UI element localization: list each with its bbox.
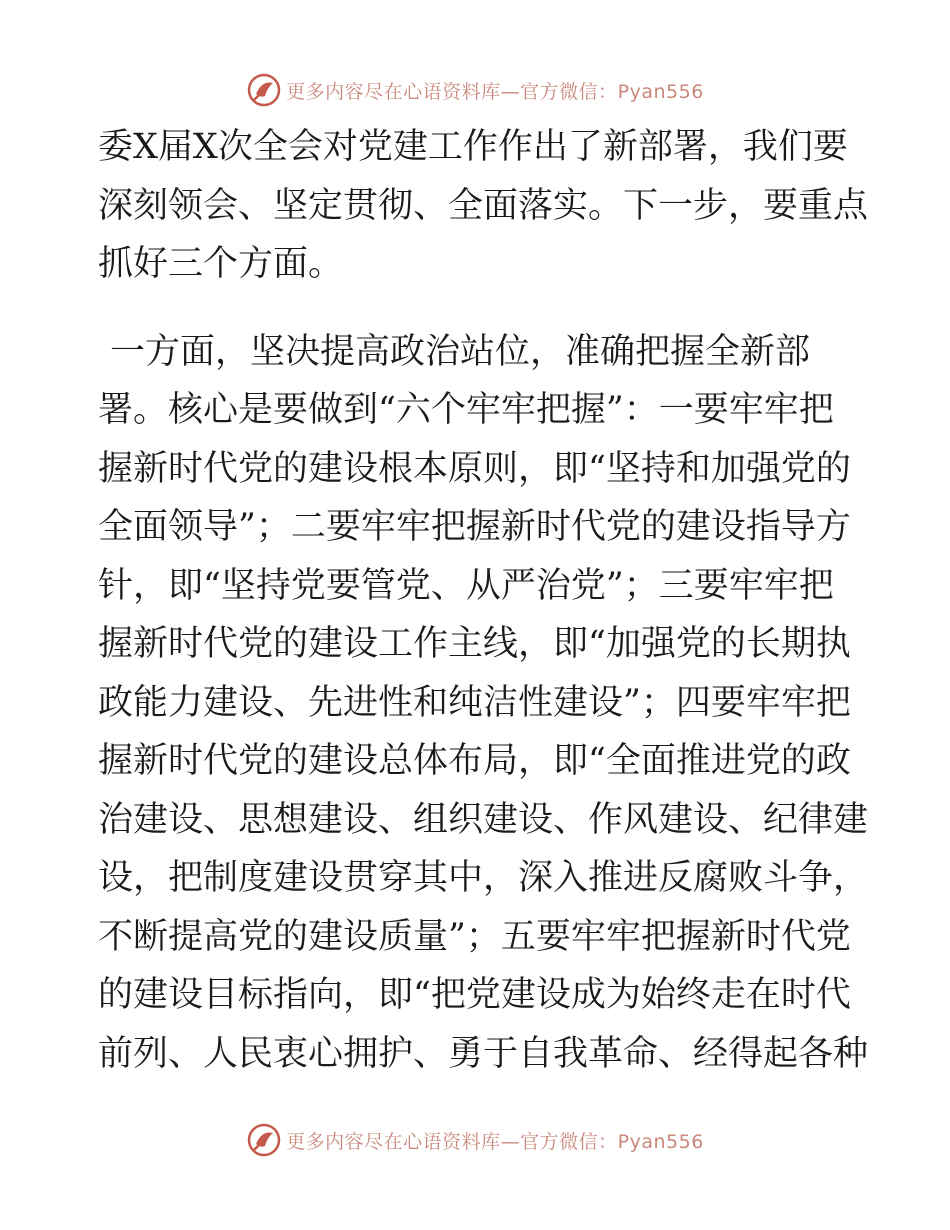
text-line: 设，把制度建设贯穿其中，深入推进反腐败斗争，: [98, 858, 869, 898]
footer-banner: [0, 1118, 950, 1162]
text-line: 握新时代党的建设工作主线，即“加强党的长期执: [98, 624, 851, 664]
footer-text: 更多内容尽在心语资料库—官方微信：Pyan556: [286, 1130, 704, 1153]
text-line: 署。核心是要做到“六个牢牢把握”：一要牢牢把: [98, 390, 834, 430]
seal-logo-icon: [246, 1122, 282, 1158]
text-line: 治建设、思想建设、组织建设、作风建设、纪律建: [98, 799, 869, 840]
text-line: 握新时代党的建设根本原则，即“坚持和加强党的: [98, 448, 851, 489]
text-line: 的建设目标指向，即“把党建设成为始终走在时代: [98, 975, 851, 1015]
text-line: 抓好三个方面。: [98, 244, 344, 284]
text-line: 一方面，坚决提高政治站位，准确把握全新部: [110, 331, 811, 372]
paragraph-2: [98, 323, 869, 1084]
paragraph-gap: [98, 294, 858, 323]
text-line: 针，即“坚持党要管党、从严治党”；三要牢牢把: [98, 565, 834, 606]
text-line: 全面领导”；二要牢牢把握新时代党的建设指导方: [98, 507, 851, 547]
seal-logo-icon: [246, 72, 282, 108]
header-text: 更多内容尽在心语资料库—官方微信：Pyan556: [286, 80, 704, 103]
text-line: 不断提高党的建设质量”；五要牢牢把握新时代党: [98, 916, 851, 957]
paragraph-1: [98, 118, 869, 294]
text-line: 政能力建设、先进性和纯洁性建设”；四要牢牢把: [98, 682, 851, 723]
header-banner: [0, 68, 950, 112]
text-line: 握新时代党的建设总体布局，即“全面推进党的政: [98, 741, 851, 781]
text-line: 委X届X次全会对党建工作作出了新部署，我们要: [98, 127, 848, 167]
text-line: 前列、人民衷心拥护、勇于自我革命、经得起各种: [98, 1033, 869, 1074]
text-line: 深刻领会、坚定贯彻、全面落实。下一步，要重点: [98, 185, 869, 226]
document-body: [98, 118, 869, 1083]
